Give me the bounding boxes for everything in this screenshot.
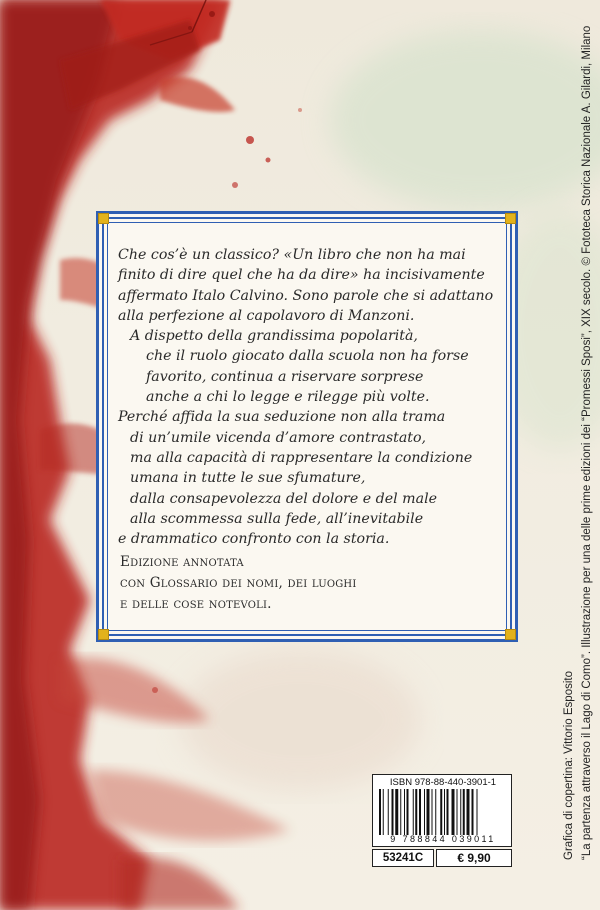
blurb-line: affermato Italo Calvino. Sono parole che si adattano [118,287,494,304]
isbn-label: ISBN 978-88-440-3901-1 [389,777,497,788]
edition-line: con Glossario dei nomi, dei luoghi [120,575,357,591]
blurb-line: ma alla capacità di rappresentare la condizione [130,449,473,466]
frame-corner-bottom-left [98,629,109,640]
blurb-line: A dispetto della grandissima popolarità, [130,328,418,345]
edition-line: Edizione annotata [120,554,244,570]
blurb-line: Che cos’è un classico? «Un libro che non ha mai [118,247,466,263]
ean-digits: 9 788844 039011 [390,834,496,844]
blurb-line: favorito, continua a riservare sorprese [146,368,424,385]
blurb-line: Perché affida la sua seduzione non alla trama [118,409,446,426]
blurb-line: di un’umile vicenda d’amore contrastato, [130,429,427,446]
cover-credits [560,25,596,860]
frame-corner-top-right [505,213,516,224]
product-code: 53241C [372,849,434,867]
cover-design-credit: Grafica di copertina: Vittorio Esposito [563,671,575,860]
blurb-line: alla perfezione al capolavoro di Manzoni. [118,307,415,324]
frame-corner-bottom-right [505,629,516,640]
blurb-line: che il ruolo giocato dalla scuola non ha forse [146,348,469,365]
barcode [372,774,512,847]
edition-line: e delle cose notevoli. [120,596,272,612]
blurb-line: e drammatico confronto con la storia. [118,531,390,548]
blurb-line: finito di dire quel che ha da dire» ha incisivamente [118,267,485,284]
price-label: € 9,90 [436,849,512,867]
edition-note [120,552,500,615]
frame-corner-top-left [98,213,109,224]
blurb-line: anche a chi lo legge e rilegge più volte. [146,389,430,406]
blurb-line: umana in tutte le sue sfumature, [130,470,366,487]
blurb-line: alla scommessa sulla fede, all’inevitabile [130,510,424,527]
blurb-line: dalla consapevolezza del dolore e del male [130,490,438,507]
blurb-text [118,245,498,549]
barcode-bars [379,789,505,835]
illustration-credit: “La partenza attraverso il Lago di Como”. Illustrazione per una delle prime edizioni dei “Promessi Sposi”, XIX secolo. © Fototeca Storica Nazionale A. Gilardi, Milano [581,25,593,860]
